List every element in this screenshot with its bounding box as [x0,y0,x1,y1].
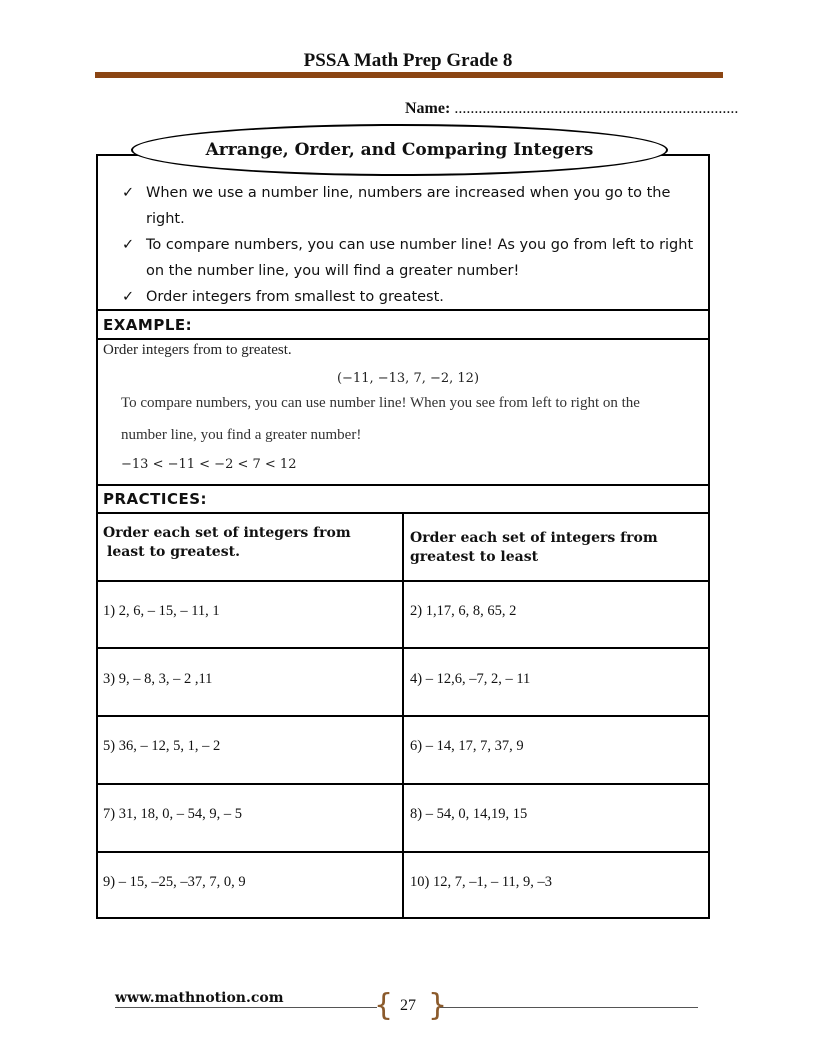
key-point-text: on the number line, you will find a greater number! [146,263,520,279]
practices-label: PRACTICES: [103,490,208,508]
practice-problem: 6) – 14, 17, 7, 37, 9 [410,738,524,754]
lesson-title: Arrange, Order, and Comparing Integers [131,124,668,176]
key-point [120,232,710,284]
right-bracket-icon: } [428,988,448,1023]
checkmark-icon: ✓ [122,289,135,305]
example-explanation: To compare numbers, you can use number line! When you see from left to right on the [121,395,640,411]
header-line: Order each set of integers from [103,525,351,541]
table-row-divider [96,647,710,649]
key-point-text: right. [146,211,185,227]
practice-problem: 8) – 54, 0, 14,19, 15 [410,806,528,822]
practice-problem: 3) 9, – 8, 3, – 2 ,11 [103,671,213,687]
divider [96,309,710,311]
key-points [120,180,710,310]
practice-problem: 9) – 15, –25, –37, 7, 0, 9 [103,874,246,890]
key-point-text: When we use a number line, numbers are increased when you go to the [146,185,671,201]
header-line: greatest to least [410,549,539,565]
left-bracket-icon: { [374,988,394,1023]
divider [96,338,710,340]
table-row-divider [96,851,710,853]
example-set: (−11, −13, 7, −2, 12) [336,371,480,386]
divider [96,484,710,486]
name-label: Name: [405,100,451,117]
checkmark-icon: ✓ [122,237,135,253]
key-point [120,180,710,232]
header-line: least to greatest. [107,544,240,560]
practice-problem: 1) 2, 6, – 15, – 11, 1 [103,603,220,619]
practice-problem: 7) 31, 18, 0, – 54, 9, – 5 [103,806,242,822]
practice-problem: 4) – 12,6, –7, 2, – 11 [410,671,531,687]
header-divider [95,72,723,78]
key-point [120,284,710,310]
practice-problem: 10) 12, 7, –1, – 11, 9, –3 [410,874,553,890]
checkmark-icon: ✓ [122,185,135,201]
header-line: Order each set of integers from [410,530,658,546]
right-column-header [410,529,658,567]
left-column-header [103,524,351,562]
table-row-divider [96,715,710,717]
page-number: 27 [400,997,416,1014]
footer-rule [440,1007,698,1008]
example-explanation: number line, you find a greater number! [121,427,362,443]
practice-problem: 5) 36, – 12, 5, 1, – 2 [103,738,221,754]
name-blank[interactable]: ....................................................................... [454,100,739,117]
footer-url[interactable]: www.mathnotion.com [115,990,284,1006]
name-field[interactable] [405,100,738,118]
table-row-divider [96,580,710,582]
key-point-text: Order integers from smallest to greatest. [146,289,444,305]
table-row-divider [96,783,710,785]
example-instruction: Order integers from to greatest. [103,342,292,358]
footer-rule [115,1007,377,1008]
example-label: EXAMPLE: [103,316,193,334]
key-point-text: To compare numbers, you can use number line! As you go from left to right [146,237,694,253]
example-answer: −13 < −11 < −2 < 7 < 12 [121,457,297,472]
page-header-title: PSSA Math Prep Grade 8 [303,50,513,71]
practice-problem: 2) 1,17, 6, 8, 65, 2 [410,603,517,619]
